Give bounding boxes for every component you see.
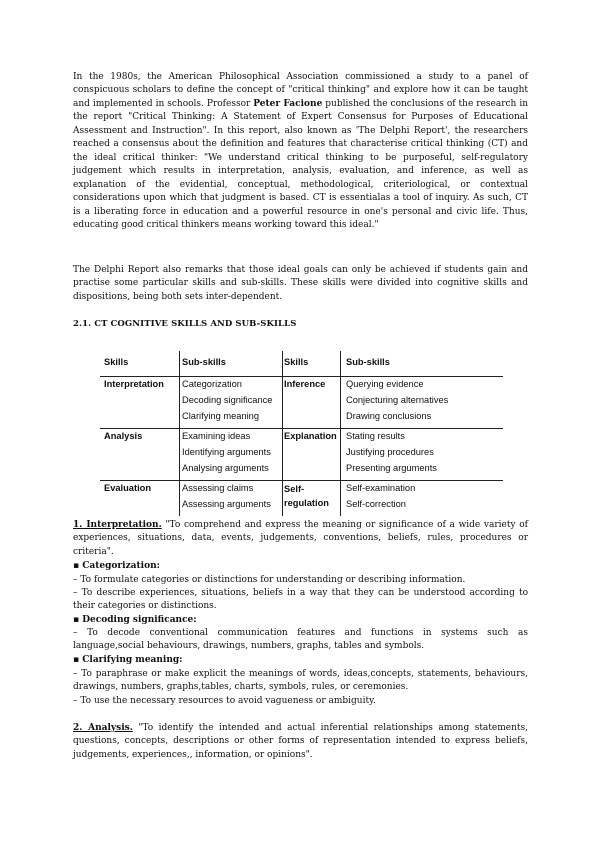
skill-name: Inference	[284, 379, 326, 389]
interpretation-paragraph: 1. Interpretation. "To comprehend and express the meaning or significance of a wide variety of experiences, situations, data, events, judgements, conventions, beliefs, rules, procedures or criteria".	[73, 520, 528, 557]
sub-skill: Self-correction	[346, 499, 406, 509]
column-header: Sub-skills	[182, 357, 226, 367]
bullet-text: – To describe experiences, situations, beliefs in a way that they can be understood according to their categories or distinctions.	[73, 588, 528, 612]
sub-skill: Assessing arguments	[182, 499, 271, 509]
skill-name: Evaluation	[104, 483, 152, 493]
facione-name: Peter Facione	[253, 98, 323, 109]
sub-skill: Decoding significance	[182, 395, 273, 405]
sub-skill: Clarifying meaning	[182, 411, 259, 421]
sub-skill: Assessing claims	[182, 483, 254, 493]
skill-name: Analysis	[104, 431, 143, 441]
bullet-text: – To paraphrase or make explicit the meanings of words, ideas,concepts, statements, behaviours, drawings, numbers, graphs,tables, charts, symbols, rules, or ceremonies.	[73, 669, 528, 693]
section-heading: 2.1. CT COGNITIVE SKILLS AND SUB-SKILLS	[73, 319, 297, 329]
sub-skill: Identifying arguments	[182, 447, 271, 457]
sub-skill: Drawing conclusions	[346, 411, 432, 421]
skill-name: regulation	[284, 498, 329, 508]
skill-name: Interpretation	[104, 379, 164, 389]
table-rule	[179, 351, 180, 516]
column-header: Skills	[104, 357, 129, 367]
bullet-heading: ▪ Decoding significance:	[73, 615, 197, 625]
sub-skill: Stating results	[346, 431, 405, 441]
bullet-heading: ▪ Categorization:	[73, 561, 160, 571]
sub-skill: Querying evidence	[346, 379, 424, 389]
interpretation-title: 1. Interpretation.	[73, 520, 162, 530]
column-header: Skills	[284, 357, 309, 367]
table-rule	[340, 351, 341, 516]
skill-name: Explanation	[284, 431, 337, 441]
skills-table	[100, 351, 503, 516]
bullet-text: – To formulate categories or distinctions for understanding or describing information.	[73, 575, 466, 585]
delphi-paragraph: The Delphi Report also remarks that those ideal goals can only be achieved if students gain and practise some particular skills and sub-skills. These skills were divided into cognitive skills and dispositions, being both sets inter-dependent.	[73, 265, 528, 302]
analysis-title: 2. Analysis.	[73, 723, 133, 733]
sub-skill: Self-examination	[346, 483, 416, 493]
skill-name: Self-	[284, 484, 305, 494]
sub-skill: Examining ideas	[182, 431, 251, 441]
bullet-text: – To decode conventional communication features and functions in systems such as language,social behaviours, drawings, numbers, graphs, tables and symbols.	[73, 628, 528, 652]
bullet-text: – To use the necessary resources to avoid vagueness or ambiguity.	[73, 696, 376, 706]
sub-skill: Conjecturing alternatives	[346, 395, 449, 405]
sub-skill: Presenting arguments	[346, 463, 437, 473]
intro-paragraph: In the 1980s, the American Philosophical Association commissioned a study to a panel of conspicuous scholars to define the concept of "critical thinking" and explore how it can be taught and implemented in schools. Professor Peter Facione published the conclusions of the research in the report "Critical Thinking: A Statement of Expert Consensus for Purposes of Educational Assessment and Instruction". In this report, also known as 'The Delphi Report', the researchers reached a consensus about the definition and features that characterise critical thinking (CT) and the ideal critical thinker: "We understand critical thinking to be purposeful, self-regulatory judgement which results in interpretation, analysis, evaluation, and inference, as well as explanation of the evidential, conceptual, methodological, criteriological, or contextual considerations upon which that judgment is based. CT is essentialas a tool of inquiry. As such, CT is a liberating force in education and a powerful resource in one's personal and civic life. Thus, educating good critical thinkers means working toward this ideal."	[73, 72, 528, 230]
analysis-paragraph: 2. Analysis. "To identify the intended and actual inferential relationships among statements, questions, concepts, descriptions or other forms of representation intended to express beliefs, judgements, experiences,, information, or opinions".	[73, 723, 528, 760]
bullet-heading: ▪ Clarifying meaning:	[73, 655, 183, 665]
table-rule	[282, 351, 283, 516]
sub-skill: Justifying procedures	[346, 447, 434, 457]
column-header: Sub-skills	[346, 357, 390, 367]
sub-skill: Analysing arguments	[182, 463, 269, 473]
table-rule	[100, 480, 503, 481]
sub-skill: Categorization	[182, 379, 242, 389]
